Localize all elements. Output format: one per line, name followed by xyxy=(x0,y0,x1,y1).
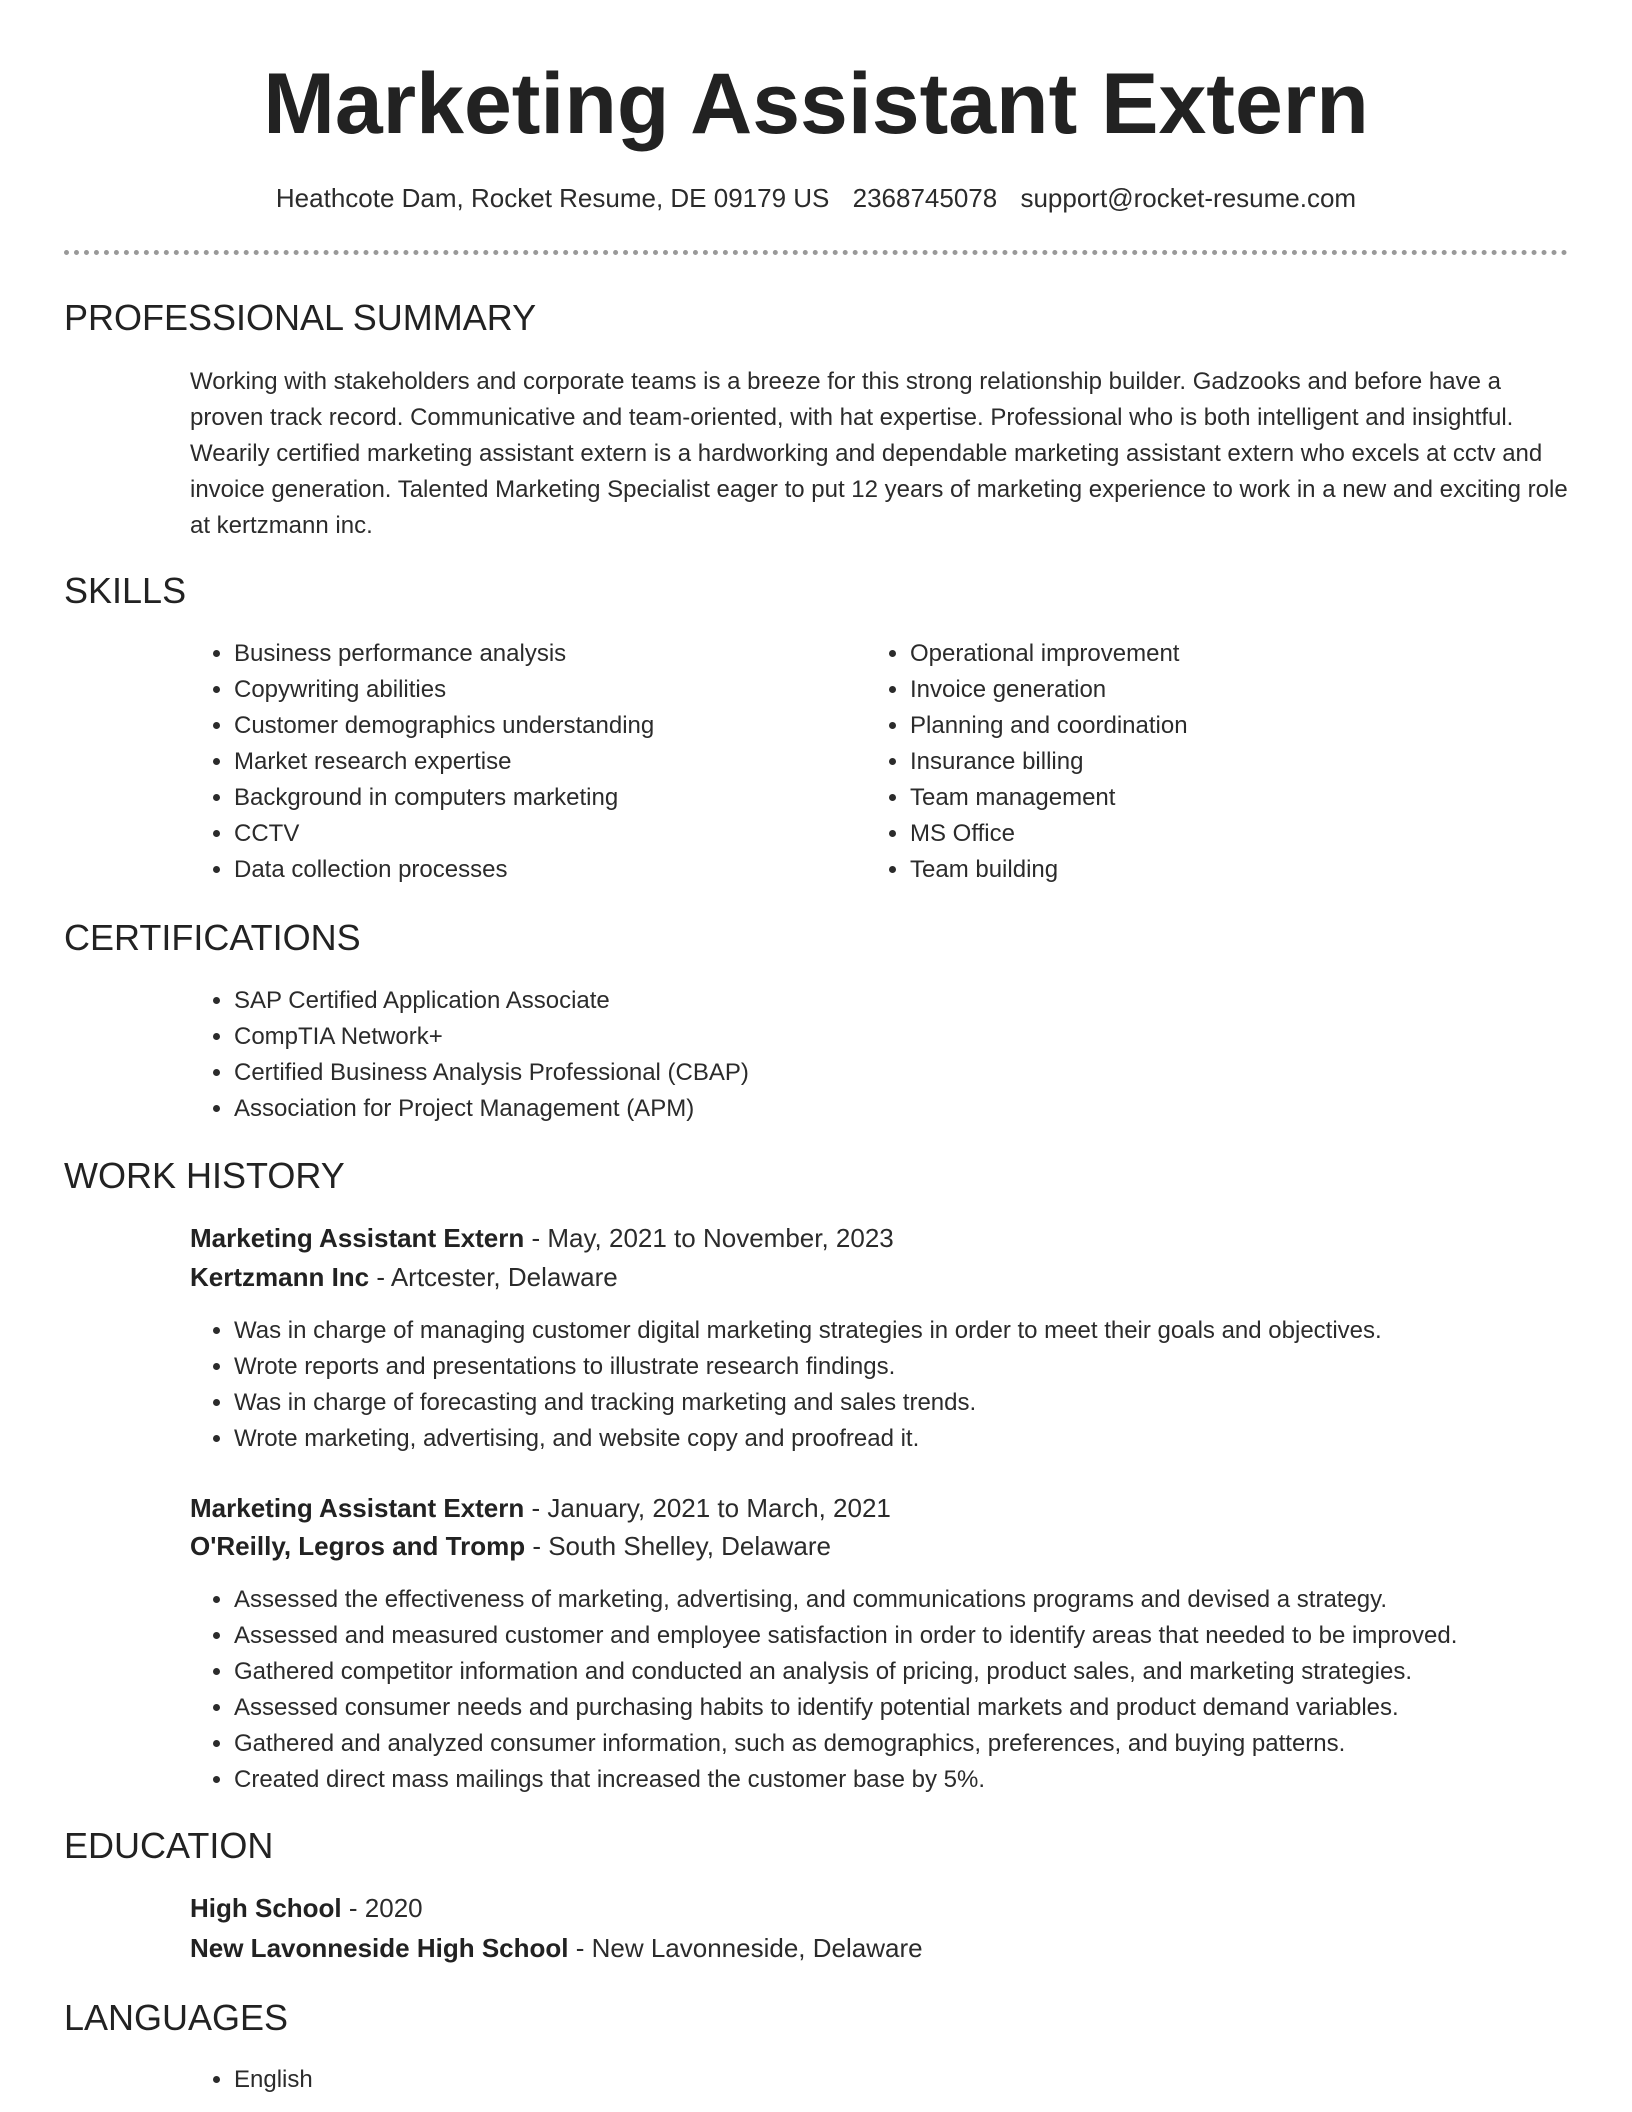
job-2-bullets xyxy=(190,1582,1614,1798)
education-school-line xyxy=(190,1930,923,1966)
list-item: • Wrote marketing, advertising, and website copy and proofread it. xyxy=(234,1421,1614,1457)
education-school: New Lavonneside High School xyxy=(190,1933,569,1963)
list-item: • Data collection processes xyxy=(234,852,854,888)
summary-heading: PROFESSIONAL SUMMARY xyxy=(64,297,537,338)
list-item: • MS Office xyxy=(910,816,1530,852)
list-item: • Business performance analysis xyxy=(234,636,854,672)
contact-email: support@rocket-resume.com xyxy=(1020,183,1357,213)
education-degree: High School xyxy=(190,1893,342,1923)
list-item: • Assessed consumer needs and purchasing habits to identify potential markets and product demand variables. xyxy=(234,1690,1614,1726)
list-item: • Team management xyxy=(910,780,1530,816)
job-1-title-line xyxy=(190,1220,894,1256)
job-1-role: Marketing Assistant Extern xyxy=(190,1223,525,1253)
list-item: • CompTIA Network+ xyxy=(234,1019,1534,1055)
job-1-company-line xyxy=(190,1259,618,1295)
resume-name: Marketing Assistant Extern xyxy=(263,56,1369,152)
certifications-heading: CERTIFICATIONS xyxy=(64,917,361,958)
list-item: • Copywriting abilities xyxy=(234,672,854,708)
list-item: • Invoice generation xyxy=(910,672,1530,708)
job-1-location: - Artcester, Delaware xyxy=(369,1262,618,1292)
certifications-list xyxy=(190,983,1534,1127)
list-item: • Planning and coordination xyxy=(910,708,1530,744)
list-item: • SAP Certified Application Associate xyxy=(234,983,1534,1019)
list-item: • Gathered and analyzed consumer information, such as demographics, preferences, and buying patterns. xyxy=(234,1726,1614,1762)
list-item: • Certified Business Analysis Professional (CBAP) xyxy=(234,1055,1534,1091)
job-1-dates: - May, 2021 to November, 2023 xyxy=(524,1223,894,1253)
job-2-title-line xyxy=(190,1490,891,1526)
list-item: • Operational improvement xyxy=(910,636,1530,672)
work-history-heading: WORK HISTORY xyxy=(64,1155,345,1196)
job-2-company: O'Reilly, Legros and Tromp xyxy=(190,1531,526,1561)
list-item: • English xyxy=(234,2062,1034,2098)
skills-list-left xyxy=(190,636,854,888)
list-item: • Assessed the effectiveness of marketing, advertising, and communications programs and devised a strategy. xyxy=(234,1582,1614,1618)
list-item: • Was in charge of forecasting and tracking marketing and sales trends. xyxy=(234,1385,1614,1421)
skills-list-right xyxy=(866,636,1530,888)
summary-text: Working with stakeholders and corporate teams is a breeze for this strong relationship builder. Gadzooks and before have a proven track record. Communicative and team-oriented, with hat expertise. Professional who is both intelligent and insightful. Wearily certified marketing assistant extern is a hardworking and dependable marketing assistant extern who excels at cctv and invoice generation. Talented Marketing Specialist eager to put 12 years of marketing experience to work in a new and exciting role at kertzmann inc. xyxy=(190,368,1568,539)
list-item: • CCTV xyxy=(234,816,854,852)
contact-line xyxy=(0,180,1632,216)
list-item: • Gathered competitor information and conducted an analysis of pricing, product sales, and marketing strategies. xyxy=(234,1654,1614,1690)
contact-address: Heathcote Dam, Rocket Resume, DE 09179 US xyxy=(275,183,830,213)
header-divider xyxy=(64,250,1568,255)
skills-heading: SKILLS xyxy=(64,570,187,611)
job-1-bullets xyxy=(190,1313,1614,1457)
job-2-role: Marketing Assistant Extern xyxy=(190,1493,525,1523)
list-item: • Assessed and measured customer and employee satisfaction in order to identify areas that needed to be improved. xyxy=(234,1618,1614,1654)
list-item: • Customer demographics understanding xyxy=(234,708,854,744)
job-2-company-line xyxy=(190,1528,831,1564)
list-item: • Wrote reports and presentations to illustrate research findings. xyxy=(234,1349,1614,1385)
list-item: • Association for Project Management (APM) xyxy=(234,1091,1534,1127)
languages-heading: LANGUAGES xyxy=(64,1997,289,2038)
list-item: • Background in computers marketing xyxy=(234,780,854,816)
list-item: • Market research expertise xyxy=(234,744,854,780)
education-heading: EDUCATION xyxy=(64,1825,274,1866)
contact-phone: 2368745078 xyxy=(852,183,998,213)
job-1-company: Kertzmann Inc xyxy=(190,1262,370,1292)
list-item: • Team building xyxy=(910,852,1530,888)
list-item: • Created direct mass mailings that increased the customer base by 5%. xyxy=(234,1762,1614,1798)
list-item: • Was in charge of managing customer digital marketing strategies in order to meet their goals and objectives. xyxy=(234,1313,1614,1349)
education-year: - 2020 xyxy=(341,1893,423,1923)
job-2-location: - South Shelley, Delaware xyxy=(525,1531,831,1561)
job-2-dates: - January, 2021 to March, 2021 xyxy=(524,1493,891,1523)
languages-list xyxy=(190,2062,1034,2098)
education-degree-line xyxy=(190,1890,423,1926)
education-location: - New Lavonneside, Delaware xyxy=(568,1933,923,1963)
list-item: • Insurance billing xyxy=(910,744,1530,780)
